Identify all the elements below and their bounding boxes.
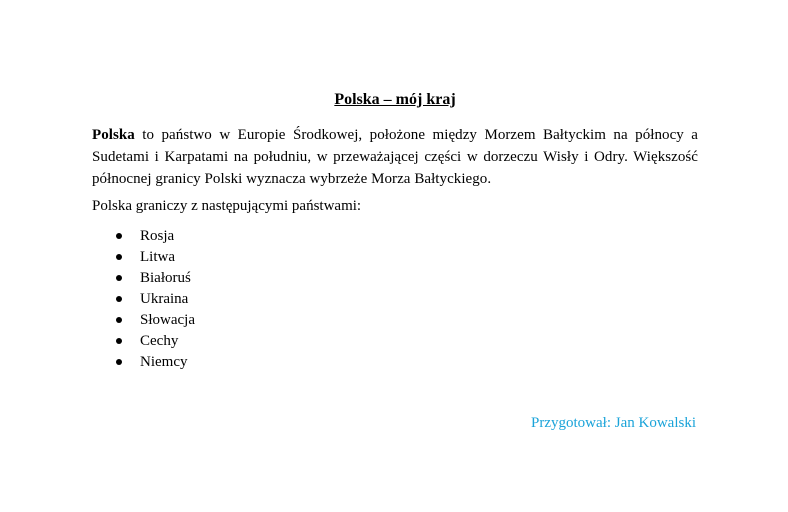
country-name: Słowacja: [140, 312, 195, 328]
borders-label: Polska graniczy z następującymi państwami:: [92, 198, 362, 214]
list-item: [92, 226, 195, 247]
country-name: Ukraina: [140, 291, 189, 307]
country-name: Rosja: [140, 228, 175, 244]
intro-paragraph: [92, 124, 698, 190]
list-item: [92, 352, 195, 373]
document-page: [92, 0, 698, 512]
intro-text: to państwo w Europie Środkowej, położone między Morzem Bałtyckim na północy a Sudetami i Karpatami na południu, w przeważającej części w dorzeczu Wisły i Odry. Większość północnej granicy Polski wyznacza wybrzeże Morza Bałtyckiego.: [92, 127, 698, 187]
list-item: [92, 331, 195, 352]
country-name: Litwa: [140, 249, 175, 265]
country-name: Białoruś: [140, 270, 191, 286]
bullet-icon: [116, 338, 122, 344]
intro-bold-word: Polska: [92, 127, 135, 143]
author-signature: Przygotował: Jan Kowalski: [531, 415, 696, 431]
bullet-icon: [116, 296, 122, 302]
list-item: [92, 268, 195, 289]
list-item: [92, 247, 195, 268]
bullet-icon: [116, 359, 122, 365]
list-item: [92, 289, 195, 310]
list-item: [92, 310, 195, 331]
bullet-icon: [116, 233, 122, 239]
country-name: Niemcy: [140, 354, 188, 370]
bullet-icon: [116, 254, 122, 260]
bullet-icon: [116, 275, 122, 281]
country-list: [92, 226, 195, 373]
document-title: Polska – mój kraj: [334, 91, 456, 108]
country-name: Cechy: [140, 333, 179, 349]
bullet-icon: [116, 317, 122, 323]
